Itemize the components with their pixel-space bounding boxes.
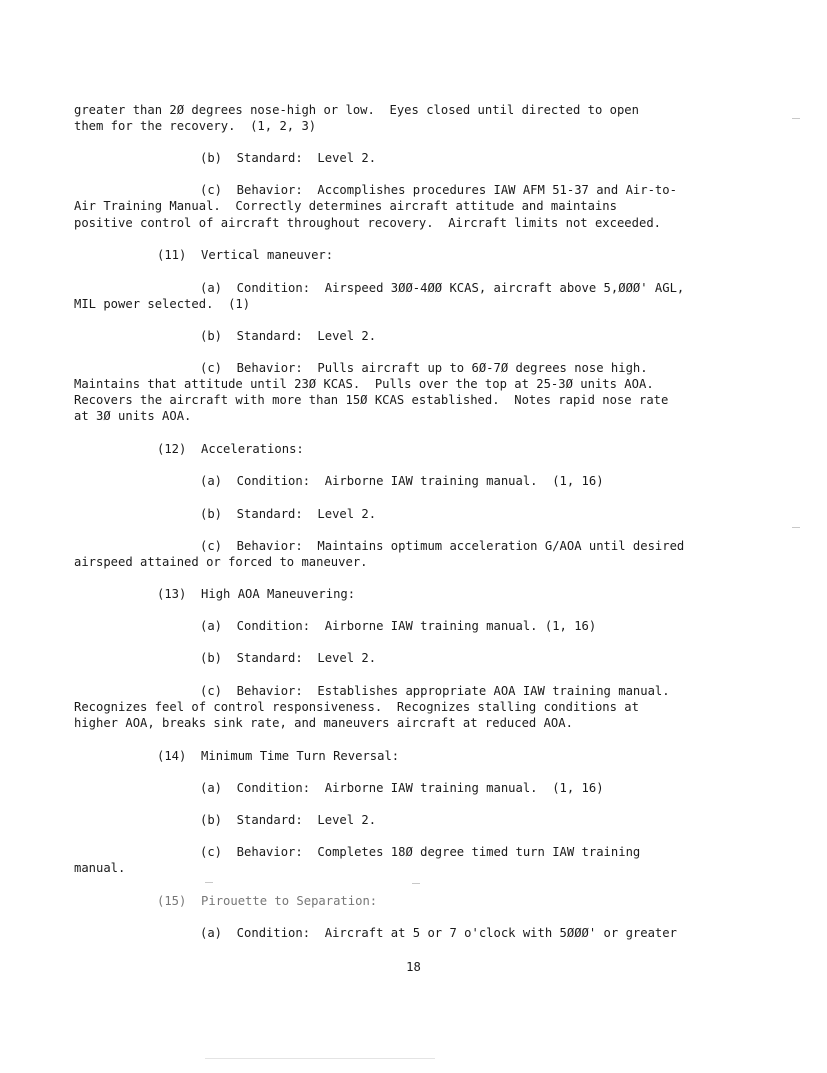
body-line: Recognizes feel of control responsiveness. Recognizes stalling conditions at	[74, 700, 639, 714]
body-line: manual.	[74, 861, 126, 875]
body-line: (a) Condition: Airborne IAW training manual. (1, 16)	[200, 619, 597, 633]
body-line: (b) Standard: Level 2.	[200, 151, 377, 165]
body-line: (c) Behavior: Establishes appropriate AOA IAW training manual.	[200, 684, 670, 698]
body-line: (a) Condition: Airborne IAW training manual. (1, 16)	[200, 781, 604, 795]
body-line: (c) Behavior: Accomplishes procedures IAW AFM 51-37 and Air-to-	[200, 183, 677, 197]
body-line: them for the recovery. (1, 2, 3)	[74, 119, 317, 133]
body-line: airspeed attained or forced to maneuver.	[74, 555, 368, 569]
body-line: (a) Condition: Airspeed 3ØØ-4ØØ KCAS, aircraft above 5,ØØØ' AGL,	[200, 281, 685, 295]
body-line: (b) Standard: Level 2.	[200, 329, 377, 343]
section-heading: (13) High AOA Maneuvering:	[157, 587, 356, 601]
scan-mark	[205, 882, 213, 883]
body-line: (c) Behavior: Pulls aircraft up to 6Ø-7Ø degrees nose high.	[200, 361, 648, 375]
body-line: at 3Ø units AOA.	[74, 409, 192, 423]
scan-mark	[205, 1058, 435, 1059]
body-line: MIL power selected. (1)	[74, 297, 251, 311]
body-line: Maintains that attitude until 23Ø KCAS. Pulls over the top at 25-3Ø units AOA.	[74, 377, 654, 391]
body-line: Recovers the aircraft with more than 15Ø KCAS established. Notes rapid nose rate	[74, 393, 669, 407]
body-line: positive control of aircraft throughout recovery. Aircraft limits not exceeded.	[74, 216, 661, 230]
scan-mark	[792, 118, 800, 119]
section-heading: (15) Pirouette to Separation:	[157, 894, 378, 908]
scan-mark	[412, 883, 420, 884]
body-line: (b) Standard: Level 2.	[200, 813, 377, 827]
body-line: (b) Standard: Level 2.	[200, 507, 377, 521]
section-heading: (12) Accelerations:	[157, 442, 304, 456]
body-line: (a) Condition: Aircraft at 5 or 7 o'clock with 5ØØØ' or greater	[200, 926, 677, 940]
body-line: greater than 2Ø degrees nose-high or low. Eyes closed until directed to open	[74, 103, 639, 117]
page-number: 18	[406, 960, 421, 974]
section-heading: (14) Minimum Time Turn Reversal:	[157, 749, 400, 763]
body-line: (a) Condition: Airborne IAW training manual. (1, 16)	[200, 474, 604, 488]
body-line: (c) Behavior: Completes 18Ø degree timed turn IAW training	[200, 845, 641, 859]
body-line: (c) Behavior: Maintains optimum acceleration G/AOA until desired	[200, 539, 685, 553]
body-line: (b) Standard: Level 2.	[200, 651, 377, 665]
section-heading: (11) Vertical maneuver:	[157, 248, 334, 262]
body-line: Air Training Manual. Correctly determines aircraft attitude and maintains	[74, 199, 617, 213]
scan-mark	[792, 527, 800, 528]
body-line: higher AOA, breaks sink rate, and maneuvers aircraft at reduced AOA.	[74, 716, 573, 730]
